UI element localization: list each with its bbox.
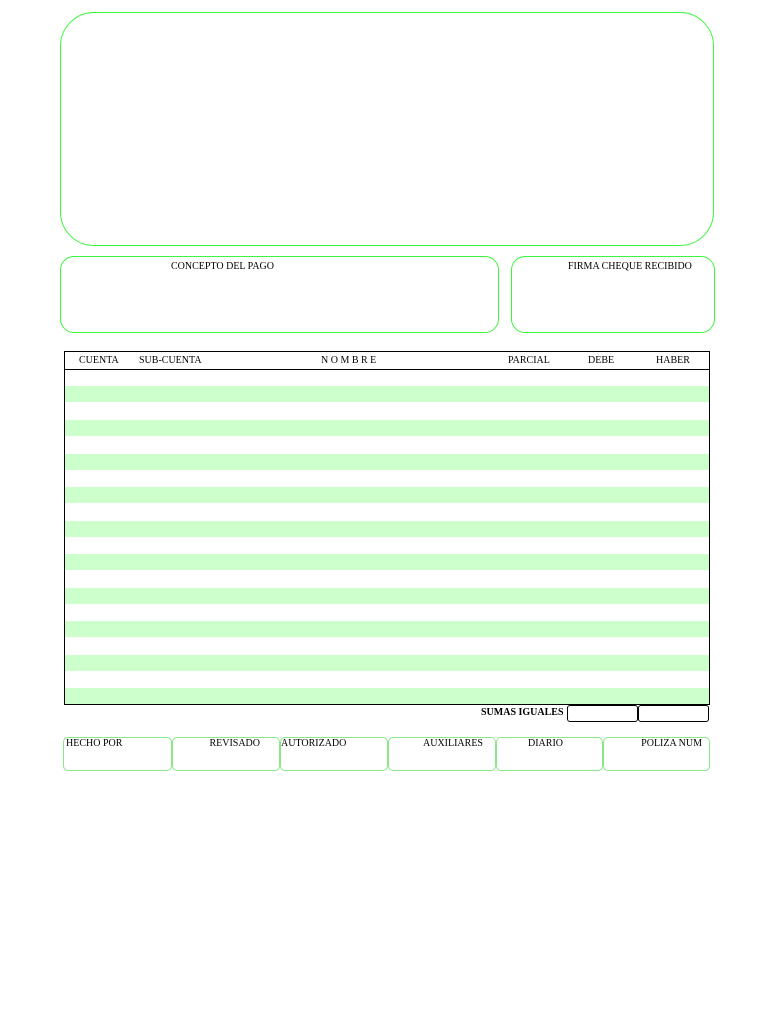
ledger-row-stripe bbox=[65, 688, 709, 704]
column-header-parcial: PARCIAL bbox=[508, 355, 550, 366]
ledger-header-row bbox=[65, 352, 709, 370]
autorizado-box[interactable] bbox=[280, 737, 388, 771]
autorizado-label: AUTORIZADO bbox=[281, 738, 347, 749]
ledger-row-stripe bbox=[65, 487, 709, 503]
firma-cheque-recibido-box[interactable] bbox=[511, 256, 715, 333]
ledger-row-stripe bbox=[65, 521, 709, 537]
hecho-por-label: HECHO POR bbox=[66, 738, 123, 749]
poliza-num-box[interactable] bbox=[603, 737, 710, 771]
ledger-row-stripe bbox=[65, 655, 709, 671]
ledger-row-stripe bbox=[65, 386, 709, 402]
ledger-row-stripe bbox=[65, 621, 709, 637]
diario-box[interactable] bbox=[496, 737, 603, 771]
auxiliares-label: AUXILIARES bbox=[423, 738, 483, 749]
header-area-box bbox=[60, 12, 714, 246]
concepto-del-pago-label: CONCEPTO DEL PAGO bbox=[171, 261, 274, 272]
column-header-nombre: N O M B R E bbox=[321, 355, 377, 366]
ledger-row-stripe bbox=[65, 554, 709, 570]
revisado-label: REVISADO bbox=[209, 738, 260, 749]
sumas-debe-field[interactable] bbox=[567, 705, 638, 722]
firma-cheque-recibido-label: FIRMA CHEQUE RECIBIDO bbox=[568, 261, 692, 272]
column-header-debe: DEBE bbox=[588, 355, 615, 366]
column-header-sub-cuenta: SUB-CUENTA bbox=[139, 355, 202, 366]
column-header-haber: HABER bbox=[656, 355, 690, 366]
sumas-haber-field[interactable] bbox=[638, 705, 709, 722]
auxiliares-box[interactable] bbox=[388, 737, 496, 771]
diario-label: DIARIO bbox=[528, 738, 563, 749]
ledger-row-stripe bbox=[65, 588, 709, 604]
hecho-por-box[interactable] bbox=[63, 737, 172, 771]
ledger-row-stripe bbox=[65, 454, 709, 470]
ledger-table bbox=[64, 351, 710, 705]
revisado-box[interactable] bbox=[172, 737, 280, 771]
concepto-del-pago-box[interactable] bbox=[60, 256, 499, 333]
ledger-body[interactable] bbox=[65, 370, 709, 704]
column-header-cuenta: CUENTA bbox=[79, 355, 119, 366]
poliza-num-label: POLIZA NUM bbox=[641, 738, 702, 749]
ledger-row-stripe bbox=[65, 420, 709, 436]
sumas-iguales-label: SUMAS IGUALES bbox=[481, 707, 564, 718]
